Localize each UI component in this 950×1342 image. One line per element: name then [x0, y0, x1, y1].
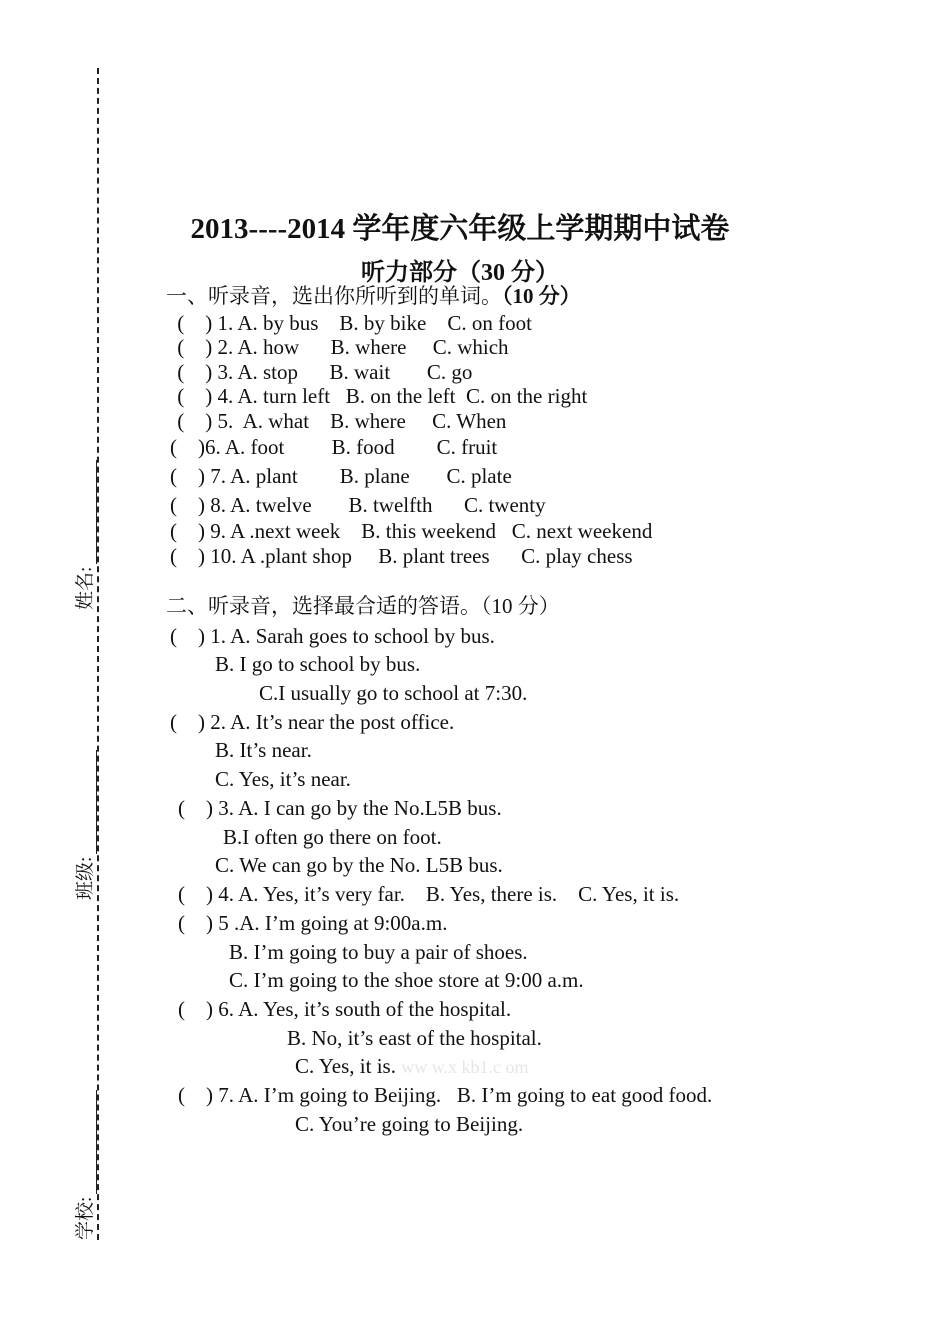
page-title: 2013----2014 学年度六年级上学期期中试卷 [190, 213, 730, 245]
name-field[interactable] [70, 460, 97, 610]
s2-line-1: ( ) 1. A. Sarah goes to school by bus. [170, 624, 495, 648]
s1-item-4: ( ) 4. A. turn left B. on the left C. on the right [172, 384, 588, 408]
s2-line-3: C.I usually go to school at 7:30. [259, 681, 528, 705]
name-label: 姓名: [75, 566, 96, 610]
section1-heading: 一、听录音，选出你所听到的单词。 [166, 284, 502, 308]
class-blank[interactable] [78, 750, 97, 854]
s2-line-4: ( ) 2. A. It’s near the post office. [170, 710, 455, 734]
school-field[interactable] [70, 1090, 97, 1240]
s1-item-6: ( )6. A. foot B. food C. fruit [170, 435, 498, 459]
page-subtitle: 听力部分（30 分） [361, 260, 559, 286]
class-field[interactable] [70, 750, 97, 900]
s2-line-16-text: C. Yes, it is. [295, 1054, 396, 1078]
school-label: 学校: [75, 1196, 96, 1240]
s2-line-17: ( ) 7. A. I’m going to Beijing. B. I’m going to eat good food. [178, 1083, 713, 1107]
s2-line-14: ( ) 6. A. Yes, it’s south of the hospital. [178, 997, 512, 1021]
watermark: ww w.x kb1.c om [401, 1057, 529, 1077]
s2-line-13: C. I’m going to the shoe store at 9:00 a.m. [229, 968, 584, 992]
s2-line-2: B. I go to school by bus. [215, 652, 421, 676]
s2-line-6: C. Yes, it’s near. [215, 767, 351, 791]
s2-line-9: C. We can go by the No. L5B bus. [215, 853, 503, 877]
binding-margin [0, 0, 120, 1342]
section1-heading-row [166, 284, 581, 308]
s2-line-8: B.I often go there on foot. [223, 825, 442, 849]
s2-line-5: B. It’s near. [215, 738, 312, 762]
s1-item-7: ( ) 7. A. plant B. plane C. plate [170, 464, 512, 488]
s1-item-1: ( ) 1. A. by bus B. by bike C. on foot [172, 311, 532, 335]
s1-item-5: ( ) 5. A. what B. where C. When [172, 409, 507, 433]
s2-line-15: B. No, it’s east of the hospital. [287, 1026, 542, 1050]
s1-item-10: ( ) 10. A .plant shop B. plant trees C. play chess [170, 544, 633, 568]
s2-line-7: ( ) 3. A. I can go by the No.L5B bus. [178, 796, 502, 820]
s2-line-10: ( ) 4. A. Yes, it’s very far. B. Yes, there is. C. Yes, it is. [178, 882, 680, 906]
s2-line-16 [295, 1054, 529, 1079]
section1-score: （10 分） [502, 284, 581, 308]
class-label: 班级: [75, 856, 96, 900]
s1-item-3: ( ) 3. A. stop B. wait C. go [172, 360, 473, 384]
section2-heading: 二、听录音，选择最合适的答语。（10 分） [166, 594, 560, 618]
school-blank[interactable] [78, 1090, 97, 1194]
s2-line-11: ( ) 5 .A. I’m going at 9:00a.m. [178, 911, 448, 935]
s1-item-9: ( ) 9. A .next week B. this weekend C. next weekend [170, 519, 653, 543]
s2-line-18: C. You’re going to Beijing. [295, 1112, 524, 1136]
s1-item-8: ( ) 8. A. twelve B. twelfth C. twenty [170, 493, 546, 517]
name-blank[interactable] [78, 460, 97, 564]
s1-item-2: ( ) 2. A. how B. where C. which [172, 335, 509, 359]
s2-line-12: B. I’m going to buy a pair of shoes. [229, 940, 528, 964]
